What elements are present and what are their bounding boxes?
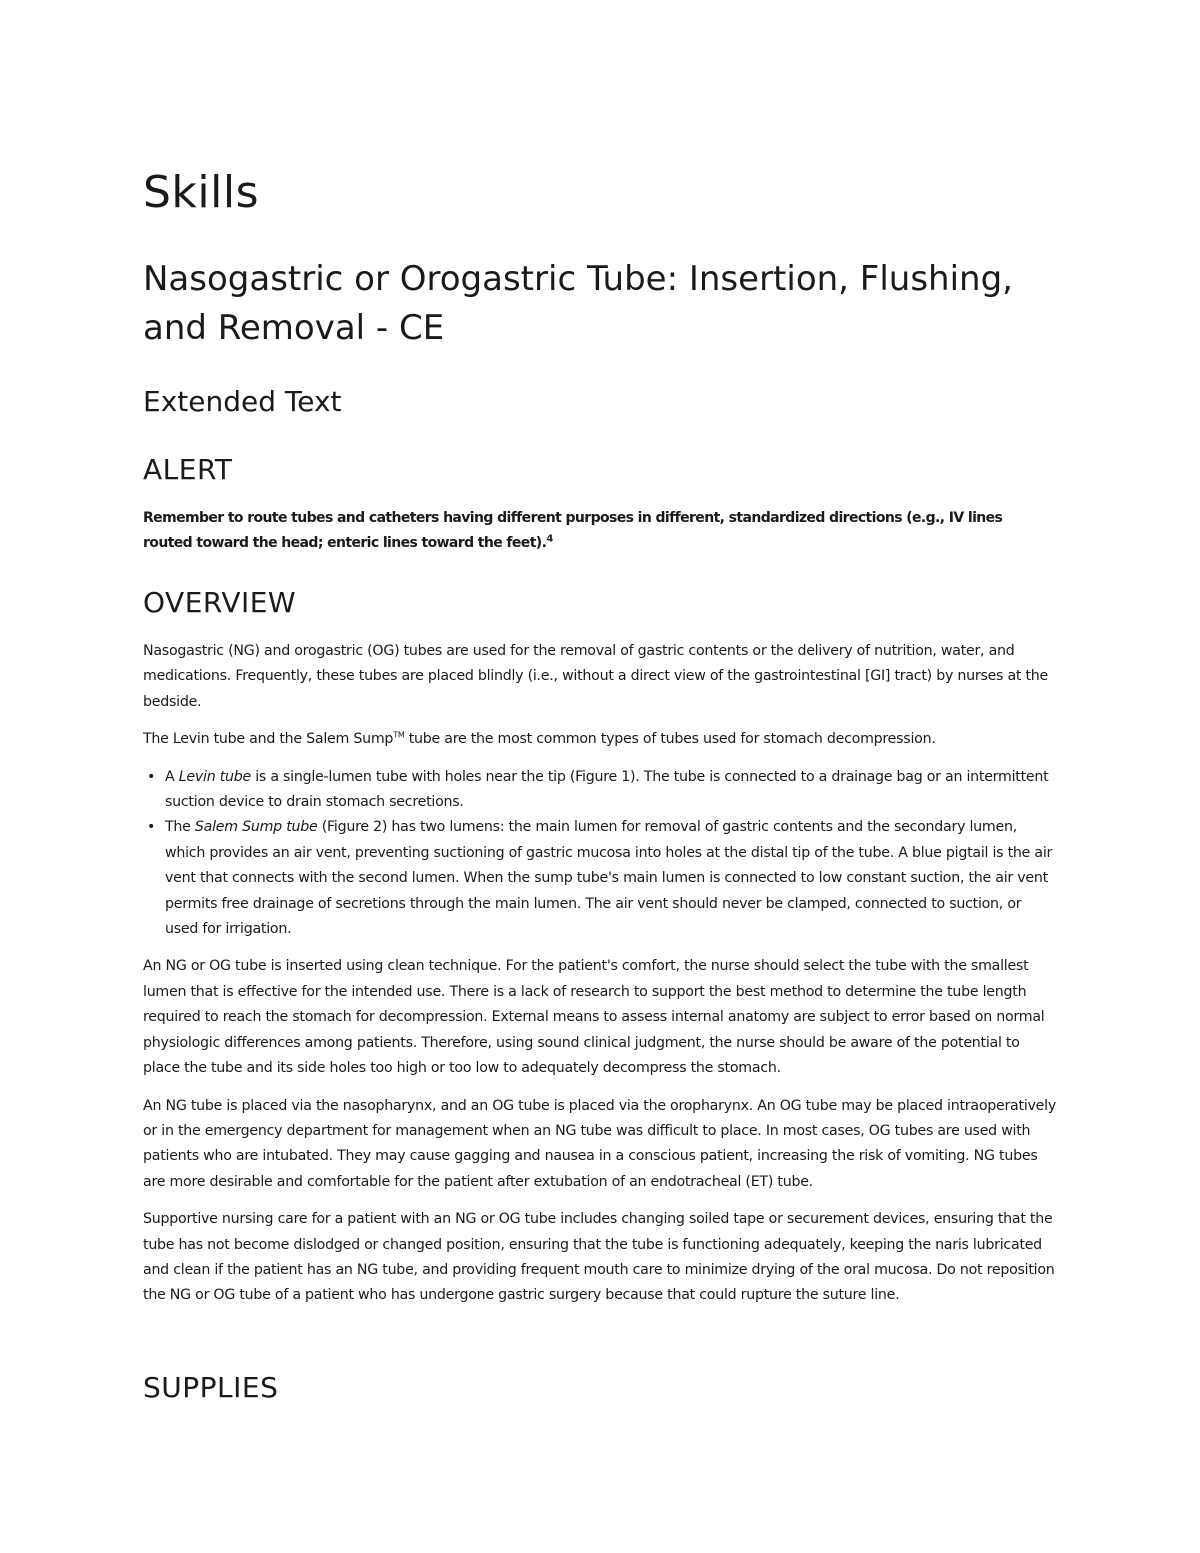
list-item-salem-sump-tube	[143, 815, 1058, 942]
b1-post: is a single-lumen tube with holes near the tip (Figure 1). The tube is connected to a drainage bag or an intermittent suction device to drain stomach secretions.	[165, 768, 1049, 811]
overview-heading: OVERVIEW	[143, 586, 297, 619]
overview-paragraph-4: An NG tube is placed via the nasopharynx, and an OG tube is placed via the oropharynx. An OG tube may be placed intraoperatively or in the emergency department for management when an NG tube was difficult to place. In most cases, OG tubes are used with patients who are intubated. They may cause gagging and nausea in a conscious patient, increasing the risk of vomiting. NG tubes are more desirable and comfortable for the patient after extubation of an endotracheal (ET) tube.	[143, 1097, 1056, 1190]
page-title: Skills	[143, 167, 260, 218]
overview-paragraph-5: Supportive nursing care for a patient with an NG or OG tube includes changing soiled tape or securement devices, ensuring that the tube has not become dislodged or changed position, ensuring that the tube is functioning adequately, keeping the naris lubricated and clean if the patient has an NG tube, and providing frequent mouth care to minimize drying of the oral mucosa. Do not reposition the NG or OG tube of a patient who has undergone gastric surgery because that could rupture the suture line.	[143, 1211, 1055, 1304]
overview-body	[143, 639, 1058, 1321]
tube-types-list	[143, 765, 1058, 943]
alert-reference: 4	[546, 533, 553, 545]
bullet-icon: •	[147, 768, 156, 785]
overview-paragraph-1: Nasogastric (NG) and orogastric (OG) tubes are used for the removal of gastric contents or the delivery of nutrition, water, and medications. Frequently, these tubes are placed blindly (i.e., without a direct view of the gastrointestinal [GI] tract) by nurses at the bedside.	[143, 643, 1049, 710]
p2-text-after: tube are the most common types of tubes used for stomach decompression.	[404, 731, 936, 748]
document-subtitle: Nasogastric or Orogastric Tube: Insertion, Flushing, and Removal - CE	[143, 259, 1013, 348]
trademark-mark: TM	[393, 730, 405, 740]
overview-paragraph-3: An NG or OG tube is inserted using clean technique. For the patient's comfort, the nurse should select the tube with the smallest lumen that is effective for the intended use. There is a lack of research to support the best method to determine the tube length required to reach the stomach for decompression. External means to assess internal anatomy are subject to error based on normal physiologic differences among patients. Therefore, using sound clinical judgment, the nurse should be aware of the potential to place the tube and its side holes too high or too low to adequately decompress the stomach.	[143, 958, 1045, 1077]
salem-sump-tube-term: Salem Sump tube	[194, 819, 318, 836]
alert-heading: ALERT	[143, 453, 233, 486]
b2-post: (Figure 2) has two lumens: the main lumen for removal of gastric contents and the secondary lumen, which provides an air vent, preventing suctioning of gastric mucosa into holes at the distal tip of the tube. A blue pigtail is the air vent that connects with the second lumen. When the sump tube's main lumen is connected to low constant suction, the air vent permits free drainage of secretions through the main lumen. The air vent should never be clamped, connected to suction, or used for irrigation.	[165, 819, 1053, 938]
alert-body: Remember to route tubes and catheters having different purposes in different, standardized directions (e.g., IV lines routed toward the head; enteric lines toward the feet).	[143, 510, 1003, 551]
alert-text	[143, 506, 1048, 556]
extended-text-heading: Extended Text	[143, 385, 342, 418]
overview-paragraph-2	[143, 727, 1058, 752]
list-item-levin-tube	[143, 765, 1058, 816]
supplies-heading: SUPPLIES	[143, 1371, 279, 1404]
b2-pre: The	[165, 819, 195, 836]
bullet-icon: •	[147, 819, 156, 836]
levin-tube-term: Levin tube	[178, 768, 251, 785]
p2-text-before: The Levin tube and the Salem Sump	[143, 731, 394, 748]
b1-pre: A	[165, 768, 179, 785]
